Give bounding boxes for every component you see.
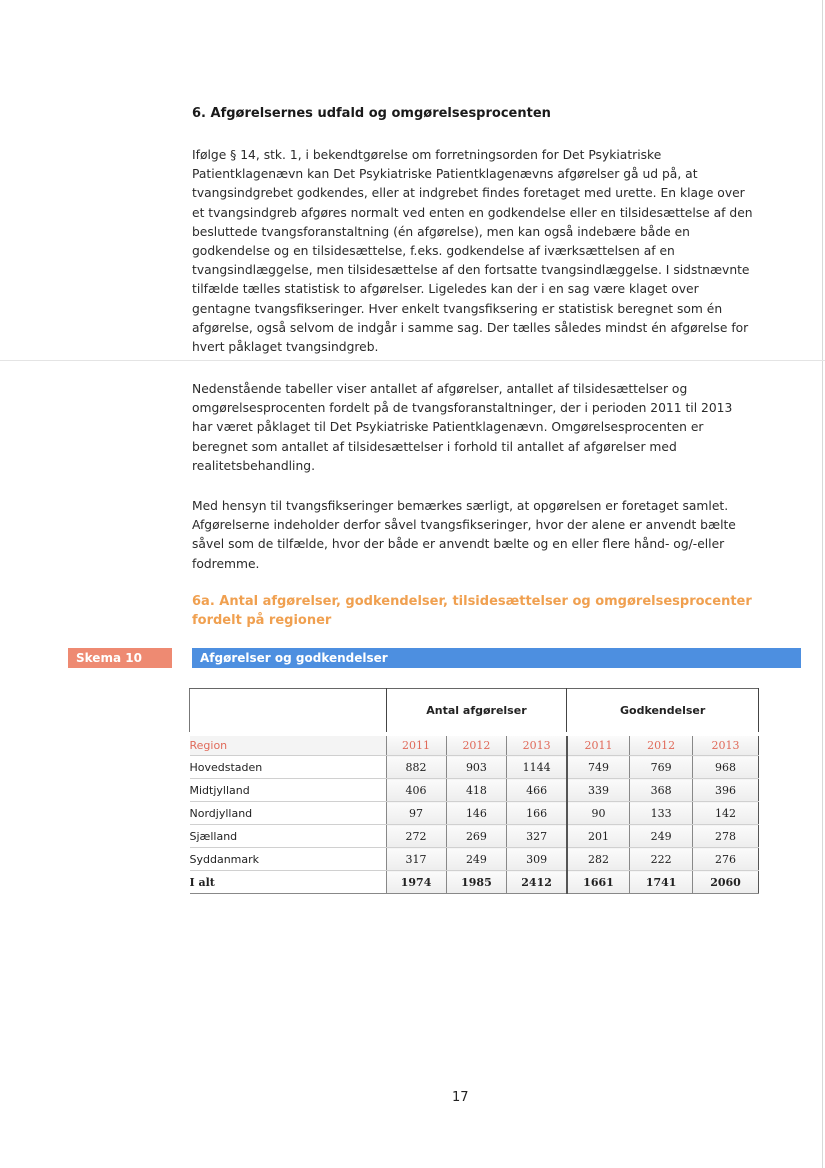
- table-cell: 276: [693, 848, 759, 871]
- total-cell: 1974: [386, 871, 446, 894]
- table-cell: 249: [630, 825, 693, 848]
- table-row: [190, 802, 759, 825]
- table-subheader-row: [190, 736, 759, 756]
- year-header: 2013: [507, 736, 567, 756]
- table-cell: 272: [386, 825, 446, 848]
- table-cell: 282: [567, 848, 630, 871]
- total-label: I alt: [190, 871, 387, 894]
- table-row: [190, 848, 759, 871]
- table-cell: 222: [630, 848, 693, 871]
- total-cell: 2412: [507, 871, 567, 894]
- table-cell: 146: [446, 802, 507, 825]
- table-group-header-row: [190, 689, 759, 733]
- year-header: 2011: [567, 736, 630, 756]
- table-cell: 133: [630, 802, 693, 825]
- row-label: Hovedstaden: [190, 756, 387, 779]
- row-label: Sjælland: [190, 825, 387, 848]
- row-label: Nordjylland: [190, 802, 387, 825]
- skema-title-bar: Afgørelser og godkendelser: [192, 648, 801, 668]
- total-cell: 1661: [567, 871, 630, 894]
- year-header: 2012: [630, 736, 693, 756]
- table-cell: 317: [386, 848, 446, 871]
- subsection-title: 6a. Antal afgørelser, godkendelser, tilsidesættelser og omgørelsesprocenter fordelt på regioner: [192, 594, 752, 628]
- table-total-row: [190, 871, 759, 894]
- table-cell: 309: [507, 848, 567, 871]
- group-header-decisions: Antal afgørelser: [386, 689, 567, 733]
- table-cell: 418: [446, 779, 507, 802]
- table-cell: 327: [507, 825, 567, 848]
- table-cell: 903: [446, 756, 507, 779]
- region-header: Region: [190, 736, 387, 756]
- table-cell: 278: [693, 825, 759, 848]
- table-cell: 769: [630, 756, 693, 779]
- page-number: 17: [452, 1090, 469, 1105]
- total-cell: 1741: [630, 871, 693, 894]
- table-cell: 142: [693, 802, 759, 825]
- table-cell: 749: [567, 756, 630, 779]
- skema-label: Skema 10: [68, 648, 172, 668]
- table-cell: 269: [446, 825, 507, 848]
- page-edge: [822, 0, 823, 1168]
- table-cell: 968: [693, 756, 759, 779]
- table-row: [190, 825, 759, 848]
- section-title: 6. Afgørelsernes udfald og omgørelsesprocenten: [192, 106, 551, 121]
- group-header-approvals: Godkendelser: [567, 689, 759, 733]
- total-cell: 1985: [446, 871, 507, 894]
- table-cell: 466: [507, 779, 567, 802]
- table-cell: 90: [567, 802, 630, 825]
- paragraph-3: Med hensyn til tvangsfikseringer bemærkes særligt, at opgørelsen er foretaget samlet. Afgørelserne indeholder derfor såvel tvangsfikseringer, hvor der alene er anvendt bælte såvel som de tilfælde, hvor der både er anvendt bælte og en eller flere hånd- og/-eller fodremme.: [192, 499, 736, 571]
- paragraph-2: Nedenstående tabeller viser antallet af afgørelser, antallet af tilsidesættelser og omgørelsesprocenten fordelt på de tvangsforanstaltninger, der i perioden 2011 til 2013 har været påklaget til Det Psykiatriske Patientklagenævn. Omgørelsesprocenten er beregnet som antallet af tilsidesættelser i forhold til antallet af afgørelser med realitetsbehandling.: [192, 382, 733, 473]
- scan-artifact-line: [0, 360, 825, 361]
- year-header: 2011: [386, 736, 446, 756]
- table-row: [190, 756, 759, 779]
- table-cell: 406: [386, 779, 446, 802]
- decisions-table: [189, 688, 759, 894]
- year-header: 2013: [693, 736, 759, 756]
- table-cell: 97: [386, 802, 446, 825]
- year-header: 2012: [446, 736, 507, 756]
- table-cell: 368: [630, 779, 693, 802]
- row-label: Syddanmark: [190, 848, 387, 871]
- table-cell: 1144: [507, 756, 567, 779]
- row-label: Midtjylland: [190, 779, 387, 802]
- table-cell: 166: [507, 802, 567, 825]
- table-cell: 201: [567, 825, 630, 848]
- header-blank-cell: [190, 689, 387, 733]
- paragraph-1: Ifølge § 14, stk. 1, i bekendtgørelse om forretningsorden for Det Psykiatriske Patientklagenævn kan Det Psykiatriske Patientklagenævns afgørelser gå ud på, at tvangsindgrebet godkendes, eller at indgrebet findes foretaget med urette. En klage over et tvangsindgreb afgøres normalt ved enten en godkendelse eller en tilsidesættelse af den besluttede tvangsforanstaltning (én afgørelse), men kan også indebære både en godkendelse og en tilsidesættelse, f.eks. godkendelse af iværksættelsen af en tvangsindlæggelse, men tilsidesættelse af den fortsatte tvangsindlæggelse. I sidstnævnte tilfælde tælles statistisk to afgørelser. Ligeledes kan der i en sag være klaget over gentagne tvangsfikseringer. Hver enkelt tvangsfiksering er statistisk beregnet som én afgørelse, også selvom de indgår i samme sag. Der tælles således mindst én afgørelse for hvert påklaget tvangsindgreb.: [192, 148, 753, 355]
- table-cell: 249: [446, 848, 507, 871]
- total-cell: 2060: [693, 871, 759, 894]
- table-cell: 339: [567, 779, 630, 802]
- table-cell: 882: [386, 756, 446, 779]
- table-row: [190, 779, 759, 802]
- table-cell: 396: [693, 779, 759, 802]
